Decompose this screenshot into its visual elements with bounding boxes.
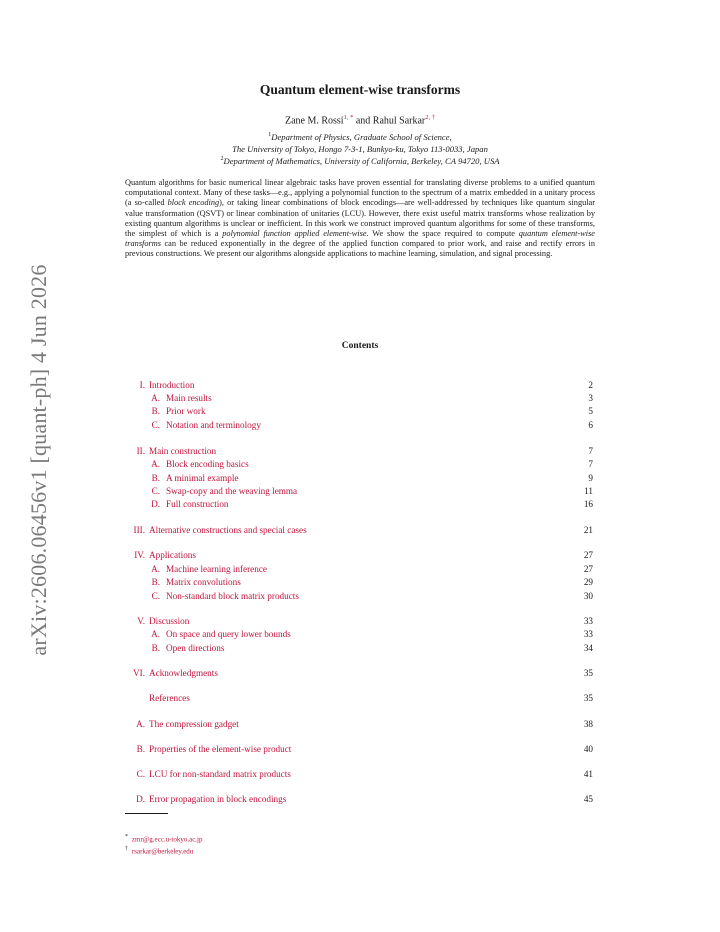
toc-entry[interactable] xyxy=(0,643,720,656)
affiliation-mark: 1 xyxy=(268,132,272,139)
toc-entry[interactable] xyxy=(0,577,720,590)
author-2-footnote-marks[interactable]: 2, † xyxy=(425,114,436,121)
toc-entry-number[interactable]: B. xyxy=(151,643,160,653)
toc-entry-number[interactable]: A. xyxy=(151,459,160,469)
footnote-mark: † xyxy=(125,846,128,852)
toc-page-number: 2 xyxy=(588,380,593,390)
toc-page-number: 33 xyxy=(583,616,593,626)
contents-heading: Contents xyxy=(341,341,379,351)
toc-entry-link[interactable]: Applications xyxy=(149,550,196,560)
toc-entry-number[interactable]: VI. xyxy=(133,668,145,678)
toc-page-number: 30 xyxy=(583,591,593,601)
toc-entry-link[interactable]: The compression gadget xyxy=(149,719,239,729)
affiliation-line xyxy=(0,132,720,142)
toc-entry-link[interactable]: Block encoding basics xyxy=(166,459,249,469)
toc-page-number: 5 xyxy=(588,406,593,416)
toc-page-number: 16 xyxy=(583,499,593,509)
toc-entry[interactable] xyxy=(0,525,720,538)
toc-entry-number[interactable]: I. xyxy=(139,380,145,390)
toc-page-number: 21 xyxy=(583,525,593,535)
toc-entry-number[interactable]: D. xyxy=(136,794,145,804)
toc-entry-number[interactable]: A. xyxy=(151,564,160,574)
toc-entry-number[interactable]: D. xyxy=(151,499,160,509)
toc-page-number: 41 xyxy=(583,769,593,779)
toc-entry-link[interactable]: Non-standard block matrix products xyxy=(166,591,299,601)
affiliation-line xyxy=(0,144,720,154)
toc-entry-number[interactable]: C. xyxy=(151,486,160,496)
toc-entry[interactable] xyxy=(0,446,720,459)
toc-entry[interactable] xyxy=(0,668,720,681)
toc-entry-number[interactable]: V. xyxy=(137,616,145,626)
toc-entry-number[interactable]: C. xyxy=(136,769,145,779)
toc-page-number: 29 xyxy=(583,577,593,587)
toc-entry-number[interactable]: A. xyxy=(151,393,160,403)
toc-entry[interactable] xyxy=(0,629,720,642)
toc-entry[interactable] xyxy=(0,769,720,782)
toc-entry-link[interactable]: LCU for non-standard matrix products xyxy=(149,769,291,779)
toc-page-number: 40 xyxy=(583,744,593,754)
toc-entry-link[interactable]: On space and query lower bounds xyxy=(166,629,291,639)
toc-entry[interactable] xyxy=(0,550,720,563)
toc-entry[interactable] xyxy=(0,380,720,393)
abstract-emphasis: polynomial function applied element-wise xyxy=(222,229,367,239)
toc-entry[interactable] xyxy=(0,459,720,472)
toc-entry-link[interactable]: Main construction xyxy=(149,446,217,456)
toc-page-number: 35 xyxy=(583,668,593,678)
toc-page-number: 3 xyxy=(588,393,593,403)
toc-entry[interactable] xyxy=(0,693,720,706)
toc-entry[interactable] xyxy=(0,499,720,512)
toc-entry-link[interactable]: References xyxy=(149,693,190,703)
paper-title: Quantum element-wise transforms xyxy=(259,82,461,97)
toc-entry-link[interactable]: A minimal example xyxy=(166,473,239,483)
toc-entry[interactable] xyxy=(0,591,720,604)
toc-entry[interactable] xyxy=(0,420,720,433)
toc-page-number: 34 xyxy=(583,643,593,653)
toc-page-number: 9 xyxy=(588,473,593,483)
toc-entry-link[interactable]: Acknowledgments xyxy=(149,668,218,678)
footnote xyxy=(125,834,203,843)
toc-entry[interactable] xyxy=(0,616,720,629)
toc-page-number: 45 xyxy=(583,794,593,804)
toc-entry[interactable] xyxy=(0,564,720,577)
toc-entry[interactable] xyxy=(0,473,720,486)
toc-entry-link[interactable]: Full construction xyxy=(166,499,229,509)
toc-entry-link[interactable]: Properties of the element-wise product xyxy=(149,744,292,754)
toc-entry-link[interactable]: Error propagation in block encodings xyxy=(149,794,287,804)
toc-entry-link[interactable]: Machine learning inference xyxy=(166,564,268,574)
toc-entry-link[interactable]: Open directions xyxy=(166,643,225,653)
affiliation-text: Department of Physics, Graduate School of Science, xyxy=(271,132,452,142)
toc-entry-number[interactable]: III. xyxy=(133,525,145,535)
toc-page-number: 27 xyxy=(583,550,593,560)
toc-entry-number[interactable]: B. xyxy=(151,577,160,587)
footnote-email-link[interactable]: rsarkar@berkeley.edu xyxy=(131,847,194,856)
footnote xyxy=(125,846,193,855)
toc-entry-number[interactable]: IV. xyxy=(134,550,145,560)
toc-entry-number[interactable]: C. xyxy=(151,420,160,430)
author-2: Rahul Sarkar xyxy=(372,115,426,127)
toc-entry[interactable] xyxy=(0,719,720,732)
affiliation-line xyxy=(0,156,720,166)
toc-page-number: 33 xyxy=(583,629,593,639)
author-line xyxy=(0,114,720,126)
toc-entry-number[interactable]: B. xyxy=(151,406,160,416)
toc-entry-link[interactable]: Introduction xyxy=(149,380,195,390)
author-conjunction: and xyxy=(355,115,371,127)
toc-page-number: 35 xyxy=(583,693,593,703)
affiliation-mark: 2 xyxy=(220,156,224,163)
footnote-email-link[interactable]: zmr@g.ecc.u-tokyo.ac.jp xyxy=(131,835,203,844)
affiliation-text: The University of Tokyo, Hongo 7-3-1, Bunkyo-ku, Tokyo 113-0033, Japan xyxy=(232,144,488,154)
author-1: Zane M. Rossi xyxy=(284,115,344,127)
toc-page-number: 7 xyxy=(588,446,593,456)
toc-entry[interactable] xyxy=(0,744,720,757)
toc-entry-link[interactable]: Main results xyxy=(166,393,212,403)
toc-entry-number[interactable]: B. xyxy=(151,473,160,483)
toc-entry-link[interactable]: Prior work xyxy=(166,406,206,416)
toc-entry-number[interactable]: C. xyxy=(151,591,160,601)
toc-entry-link[interactable]: Swap-copy and the weaving lemma xyxy=(166,486,298,496)
toc-page-number: 27 xyxy=(583,564,593,574)
toc-entry[interactable] xyxy=(0,486,720,499)
toc-page-number: 38 xyxy=(583,719,593,729)
toc-entry-link[interactable]: Matrix convolutions xyxy=(166,577,241,587)
arxiv-id: arXiv:2606.06456v1 [quant-ph] 4 Jun 2026 xyxy=(26,264,51,656)
affiliation-text: Department of Mathematics, University of California, Berkeley, CA 94720, USA xyxy=(223,156,500,166)
footnote-rule xyxy=(125,813,168,814)
toc-entry-number[interactable]: II. xyxy=(136,446,145,456)
toc-page-number: 11 xyxy=(584,486,593,496)
toc-entry[interactable] xyxy=(0,406,720,419)
toc-page-number: 6 xyxy=(588,420,593,430)
toc-entry-number[interactable]: B. xyxy=(136,744,145,754)
toc-entry-link[interactable]: Alternative constructions and special cases xyxy=(149,525,307,535)
abstract-emphasis: block encoding xyxy=(167,198,220,208)
toc-entry[interactable] xyxy=(0,393,720,406)
footnote-mark: * xyxy=(125,834,128,840)
abstract: Quantum algorithms for basic numerical linear algebraic tasks have proven essential for translating diverse problems to a unified quantum computational context. Many of these tasks—e.g., applying a polynomial function to the spectrum of a matrix embedded in a unitary process (a so-called block encoding), or taking linear combinations of block encodings—are well-addressed by techniques like quantum singular value transformation (QSVT) or linear combination of unitaries (LCU). However, there exist useful matrix transforms whose realization by existing quantum algorithms is unclear or inefficient. In this work we construct improved quantum algorithms for some of these transforms, the simplest of which is a polynomial function applied element-wise. We show the space required to compute quantum element-wise transforms can be reduced exponentially in the degree of the applied function compared to prior work, and raise and rectify errors in previous constructions. We present our algorithms alongside applications to machine learning, simulation, and signal processing. xyxy=(125,178,595,259)
toc-entry-link[interactable]: Notation and terminology xyxy=(166,420,261,430)
author-1-footnote-marks[interactable]: 1, * xyxy=(343,114,354,121)
toc-entry-number[interactable]: A. xyxy=(151,629,160,639)
abstract-emphasis: quantum element-wise transforms xyxy=(125,229,595,249)
toc-entry[interactable] xyxy=(0,794,720,807)
toc-entry-link[interactable]: Discussion xyxy=(149,616,190,626)
toc-page-number: 7 xyxy=(588,459,593,469)
toc-entry-number[interactable]: A. xyxy=(136,719,145,729)
